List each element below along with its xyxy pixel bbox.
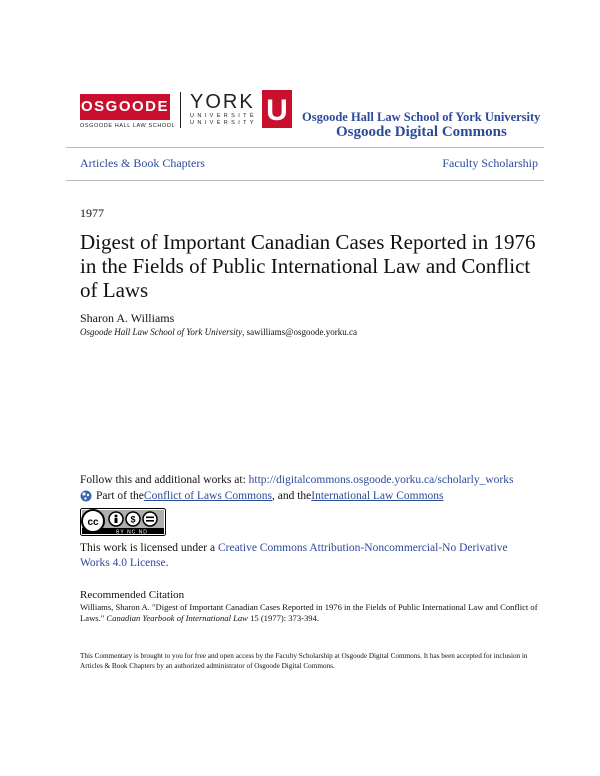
author-affiliation xyxy=(80,327,357,337)
part-of-mid: , and the xyxy=(272,490,312,502)
part-of-line xyxy=(80,490,444,502)
nav-faculty-link[interactable]: Faculty Scholarship xyxy=(442,156,538,170)
nav-articles-link[interactable]: Articles & Book Chapters xyxy=(80,156,205,170)
york-logo-subtitle: UNIVERSITÉ UNIVERSITY xyxy=(190,113,258,126)
york-logo[interactable]: YORK xyxy=(190,91,255,113)
citation-end: 15 (1977): 373-394. xyxy=(247,613,320,623)
network-icon xyxy=(80,490,92,502)
york-u-logo-icon xyxy=(262,90,292,128)
logo-divider xyxy=(180,92,181,128)
follow-url-link[interactable]: http://digitalcommons.osgoode.yorku.ca/scholarly_works xyxy=(248,474,514,486)
license-prefix: This work is licensed under a xyxy=(80,542,218,554)
license-text xyxy=(80,541,540,571)
institution-name[interactable]: Osgoode Hall Law School of York University xyxy=(302,110,541,124)
osgoode-logo-subtitle: OSGOODE HALL LAW SCHOOL xyxy=(80,123,176,129)
divider xyxy=(66,147,544,148)
conflict-of-laws-link[interactable]: Conflict of Laws Commons xyxy=(143,490,272,502)
license-link[interactable]: Creative Commons Attribution-Noncommercial-No Derivative Works 4.0 License xyxy=(80,542,508,569)
citation-text xyxy=(80,602,540,624)
license-suffix: . xyxy=(165,557,169,569)
divider xyxy=(66,180,544,181)
repository-name[interactable]: Osgoode Digital Commons xyxy=(336,124,507,140)
york-u-mark: U xyxy=(266,94,288,127)
osgoode-logo[interactable]: OSGOODE xyxy=(80,94,170,120)
author-name: Sharon A. Williams xyxy=(80,311,175,325)
document-title: Digest of Important Canadian Cases Reported in 1976 in the Fields of Public International Law and Conflict of Laws xyxy=(80,230,536,302)
cc-badge-label: BY NC ND xyxy=(116,529,148,536)
svg-text:cc: cc xyxy=(87,517,99,528)
svg-text:$: $ xyxy=(130,514,136,525)
follow-line xyxy=(80,474,513,486)
access-notice: This Commentary is brought to you for free and open access by the Faculty Scholarship at Osgoode Digital Commons. It has been accepted for inclusion in Articles & Book Chapters by an authorized administrator of Osgoode Digital Commons. xyxy=(80,652,528,670)
international-law-link[interactable]: International Law Commons xyxy=(311,490,444,502)
creative-commons-badge-icon[interactable] xyxy=(80,508,166,536)
citation-journal: Canadian Yearbook of International Law xyxy=(106,613,248,623)
publication-year: 1977 xyxy=(80,206,104,220)
affiliation-text: Osgoode Hall Law School of York University xyxy=(80,327,243,337)
citation-plain: Williams, Sharon A. "Digest of Important Canadian Cases Reported in 1976 in the Fields of Public International Law and Conflict of Laws." xyxy=(80,602,538,623)
follow-prefix: Follow this and additional works at: xyxy=(80,474,249,486)
part-of-prefix: Part of the xyxy=(96,490,144,502)
author-email: , sawilliams@osgoode.yorku.ca xyxy=(242,327,357,337)
citation-heading: Recommended Citation xyxy=(80,589,185,601)
